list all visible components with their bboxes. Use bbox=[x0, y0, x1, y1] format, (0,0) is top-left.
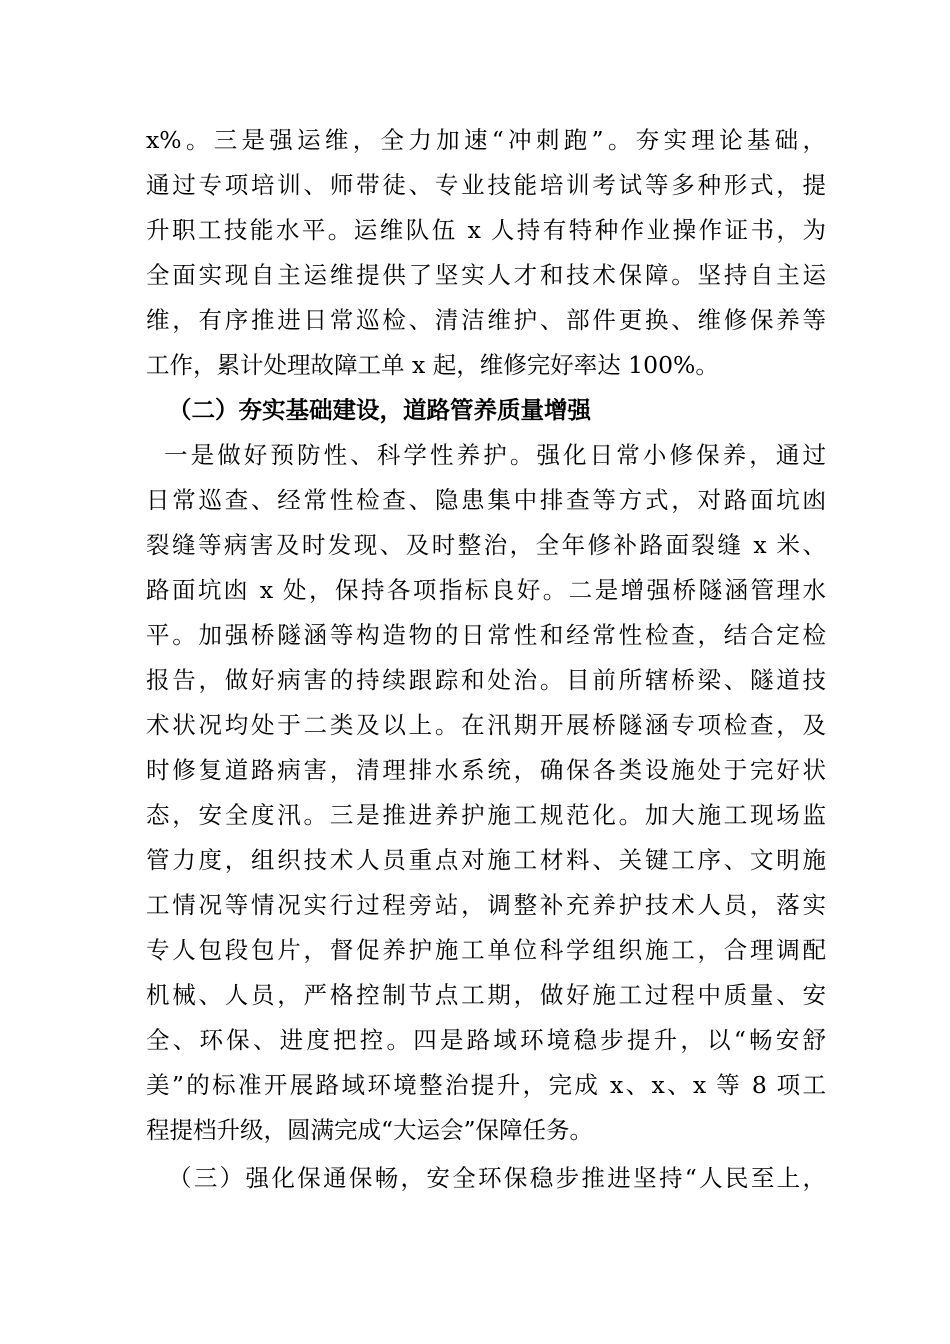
text-line: 维，有序推进日常巡检、清洁维护、部件更换、维修保养等 bbox=[146, 306, 826, 334]
text-line: 全、环保、进度把控。四是路域环境稳步提升，以“畅安舒 bbox=[146, 1026, 826, 1054]
text-line: 平。加强桥隧涵等构造物的日常性和经常性检查，结合定检 bbox=[146, 621, 826, 649]
text-line: 术状况均处于二类及以上。在汛期开展桥隧涵专项检查，及 bbox=[146, 711, 826, 739]
text-line: x%。三是强运维，全力加速“冲刺跑”。夯实理论基础， bbox=[146, 126, 826, 154]
text-line: 路面坑凼 x 处，保持各项指标良好。二是增强桥隧涵管理水 bbox=[146, 576, 826, 604]
text-line: 通过专项培训、师带徒、专业技能培训考试等多种形式，提 bbox=[146, 171, 826, 199]
text-line: 一是做好预防性、科学性养护。强化日常小修保养，通过 bbox=[164, 441, 826, 469]
text-line: 裂缝等病害及时发现、及时整治，全年修补路面裂缝 x 米、 bbox=[146, 531, 826, 559]
text-line: 时修复道路病害，清理排水系统，确保各类设施处于完好状 bbox=[146, 756, 826, 784]
text-line: 美”的标准开展路域环境整治提升，完成 x、x、x 等 8 项工 bbox=[146, 1071, 826, 1099]
section-heading-paragraph: （三）强化保通保畅，安全环保稳步推进坚持“人民至上， bbox=[168, 1164, 826, 1192]
text-line: 程提档升级，圆满完成“大运会”保障任务。 bbox=[146, 1116, 594, 1144]
text-line: 工情况等情况实行过程旁站，调整补充养护技术人员，落实 bbox=[146, 891, 826, 919]
section-heading: （二）夯实基础建设，道路管养质量增强 bbox=[168, 396, 591, 424]
text-line: 管力度，组织技术人员重点对施工材料、关键工序、文明施 bbox=[146, 846, 826, 874]
text-line: 报告，做好病害的持续跟踪和处治。目前所辖桥梁、隧道技 bbox=[146, 666, 826, 694]
text-line: 升职工技能水平。运维队伍 x 人持有特种作业操作证书，为 bbox=[146, 216, 826, 244]
text-line: 机械、人员，严格控制节点工期，做好施工过程中质量、安 bbox=[146, 981, 826, 1009]
text-line: 工作，累计处理故障工单 x 起，维修完好率达 100%。 bbox=[146, 351, 719, 379]
text-line: 日常巡查、经常性检查、隐患集中排查等方式，对路面坑凼 bbox=[146, 486, 826, 514]
text-line: 专人包段包片，督促养护施工单位科学组织施工，合理调配 bbox=[146, 936, 826, 964]
text-line: 全面实现自主运维提供了坚实人才和技术保障。坚持自主运 bbox=[146, 261, 826, 289]
text-line: 态，安全度汛。三是推进养护施工规范化。加大施工现场监 bbox=[146, 801, 826, 829]
